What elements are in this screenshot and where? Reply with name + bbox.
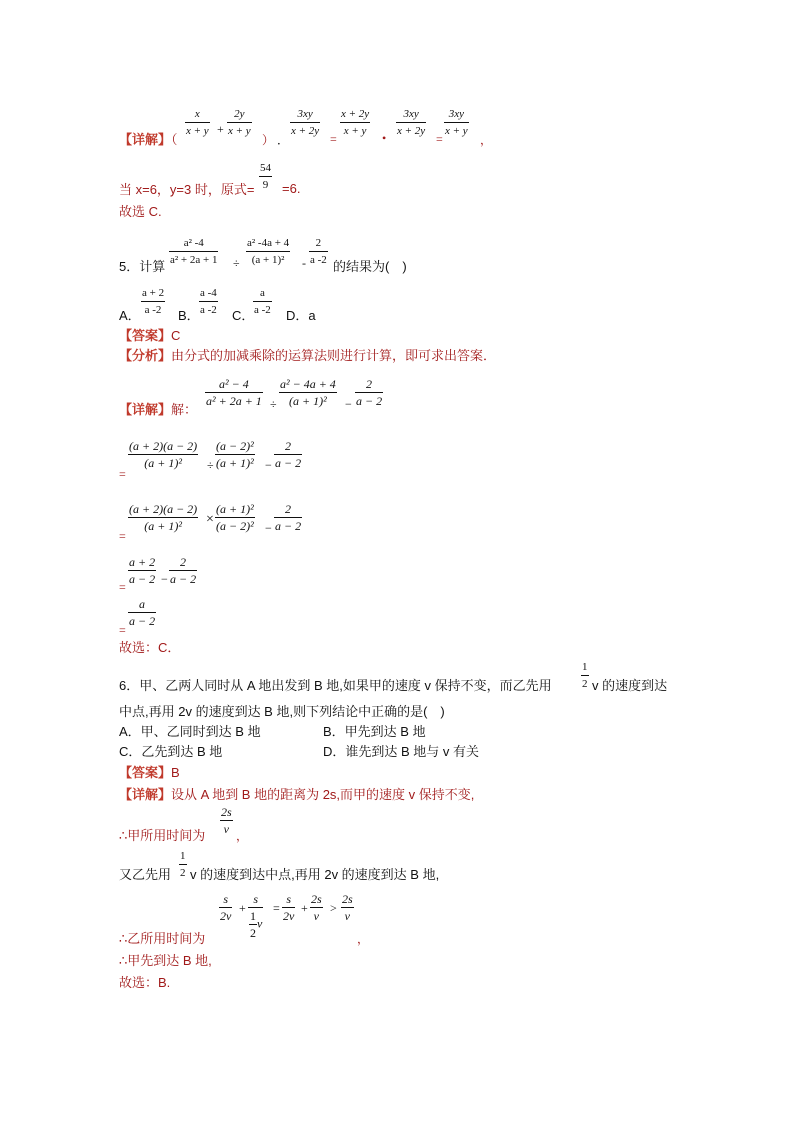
fraction: 2s v	[221, 805, 232, 836]
minus-sign: −	[265, 521, 272, 535]
fraction: x + 2y x + y	[341, 108, 370, 137]
option-b-label: B．	[178, 308, 200, 323]
q4-detail-line	[119, 131, 178, 149]
fraction: 2s v	[311, 892, 322, 923]
fraction: 3xy x + 2y	[291, 108, 320, 137]
q6-option-b: B．甲先到达 B 地	[323, 724, 426, 739]
q6-question-line1: 6．甲、乙两人同时从 A 地出发到 B 地,如果甲的速度 v 保持不变，而乙先用	[119, 678, 552, 693]
q4-substitution-line: 当 x=6，y=3 时，原式=	[119, 182, 255, 197]
equals-sign: =	[436, 132, 443, 146]
fraction: s 2v	[220, 892, 232, 923]
option-c-fraction: a a -2	[254, 287, 271, 316]
comma: ，	[480, 133, 493, 147]
fraction: 3xy x + y	[445, 108, 468, 137]
equals-sign: =	[119, 580, 126, 594]
q5-detail-label-line: 【详解】解：	[119, 402, 198, 417]
half-fraction: 1 2	[582, 661, 588, 690]
option-a-label: A．	[119, 308, 141, 323]
fraction: 54 9	[260, 162, 271, 191]
greater-than-sign: >	[330, 901, 337, 915]
half-fraction: 1 2	[180, 850, 186, 879]
fraction: a² -4 a² + 2a + 1	[170, 237, 218, 266]
divide-sign: ÷	[207, 458, 214, 472]
detail-label: 【详解】	[119, 132, 172, 147]
fraction: 3xy x + 2y	[397, 108, 426, 137]
minus-sign: −	[345, 397, 352, 411]
equals-sign: =	[273, 901, 280, 915]
fraction: 2 a − 2	[356, 377, 383, 408]
fraction: 2 a − 2	[275, 502, 302, 533]
divide-sign: ÷	[270, 397, 277, 411]
minus-sign: -	[302, 256, 306, 270]
fraction: s 2v	[283, 892, 295, 923]
fraction: a² − 4a + 4 (a + 1)²	[280, 377, 336, 408]
fraction: a² -4a + 4 (a + 1)²	[247, 237, 290, 266]
fraction: 2 a − 2	[170, 555, 197, 586]
equals-sign: =	[330, 132, 337, 146]
q6-detail-3: 又乙先用	[119, 867, 172, 882]
fraction: (a + 2)(a − 2) (a + 1)²	[129, 502, 198, 533]
q6-detail-5: ∴甲先到达 B 地,	[119, 953, 212, 968]
plus-sign: +	[217, 122, 224, 136]
paren-close: ）	[262, 133, 275, 147]
q5-choose: 故选：C．	[119, 640, 181, 655]
fraction: a + 2 a − 2	[129, 555, 156, 586]
plus-sign: +	[239, 901, 246, 915]
option-b-fraction: a -4 a -2	[200, 287, 217, 316]
q6-detail-4: ∴乙所用时间为	[119, 931, 206, 946]
inner-half-fraction: $\frac{1}{2}$	[250, 909, 256, 940]
q6-option-d: D．谁先到达 B 地与 v 有关	[323, 744, 480, 759]
result-text: =6.	[282, 181, 301, 196]
q6-detail-1: 【详解】设从 A 地到 B 地的距离为 2s,而甲的速度 v 保持不变,	[119, 787, 475, 802]
fraction: 2 a − 2	[275, 439, 302, 470]
fraction: 2s v	[342, 892, 353, 923]
q5-options	[119, 307, 141, 325]
minus-sign: −	[161, 572, 168, 586]
bullet-dot: •	[382, 131, 387, 145]
fraction: (a − 2)² (a + 1)²	[216, 439, 254, 470]
q4-choose: 故选 C.	[119, 204, 162, 219]
q5-question: 5．计算	[119, 259, 166, 274]
minus-sign: −	[265, 458, 272, 472]
q6-answer: 【答案】B	[119, 765, 180, 780]
q6-question-line2: 中点,再用 2v 的速度到达 B 地,则下列结论中正确的是( )	[119, 704, 445, 719]
equals-sign: =	[119, 623, 126, 637]
comma: ，	[357, 932, 370, 946]
q5-tail: 的结果为( )	[333, 259, 407, 274]
option-a-fraction: a + 2 a -2	[142, 287, 165, 316]
plus-sign: +	[301, 901, 308, 915]
paren-open: （	[171, 132, 178, 147]
option-c-label: C．	[232, 308, 255, 323]
fraction: (a + 1)² (a − 2)²	[216, 502, 254, 533]
times-sign: ×	[206, 512, 214, 527]
fraction: a² − 4 a² + 2a + 1	[206, 377, 262, 408]
q6-option-c: C．乙先到达 B 地	[119, 744, 223, 759]
q6-option-a: A．甲、乙同时到达 B 地	[119, 724, 261, 739]
q5-answer: 【答案】C	[119, 328, 181, 343]
fraction: x x + y	[186, 108, 209, 137]
comma: ，	[236, 829, 249, 843]
equals-sign: =	[119, 467, 126, 481]
fraction: 2y x + y	[228, 108, 251, 137]
fraction: a a − 2	[129, 597, 156, 628]
dot-separator: ．	[277, 133, 290, 147]
divide-sign: ÷	[233, 256, 240, 270]
fraction: 2 a -2	[310, 237, 327, 266]
fraction: (a + 2)(a − 2) (a + 1)²	[129, 439, 198, 470]
equals-sign: =	[119, 529, 126, 543]
compound-fraction: s $\frac{1}{2}$ v	[250, 892, 263, 940]
q6-choose: 故选：B.	[119, 975, 171, 990]
q6-question-line1-tail: v 的速度到达	[592, 678, 668, 693]
q6-detail-2: ∴甲所用时间为	[119, 828, 206, 843]
q5-analysis: 【分析】由分式的加减乘除的运算法则进行计算，即可求出答案．	[119, 348, 497, 363]
option-d-label: D．a	[286, 308, 316, 323]
q6-detail-3-tail: v 的速度到达中点,再用 2v 的速度到达 B 地,	[190, 867, 440, 882]
